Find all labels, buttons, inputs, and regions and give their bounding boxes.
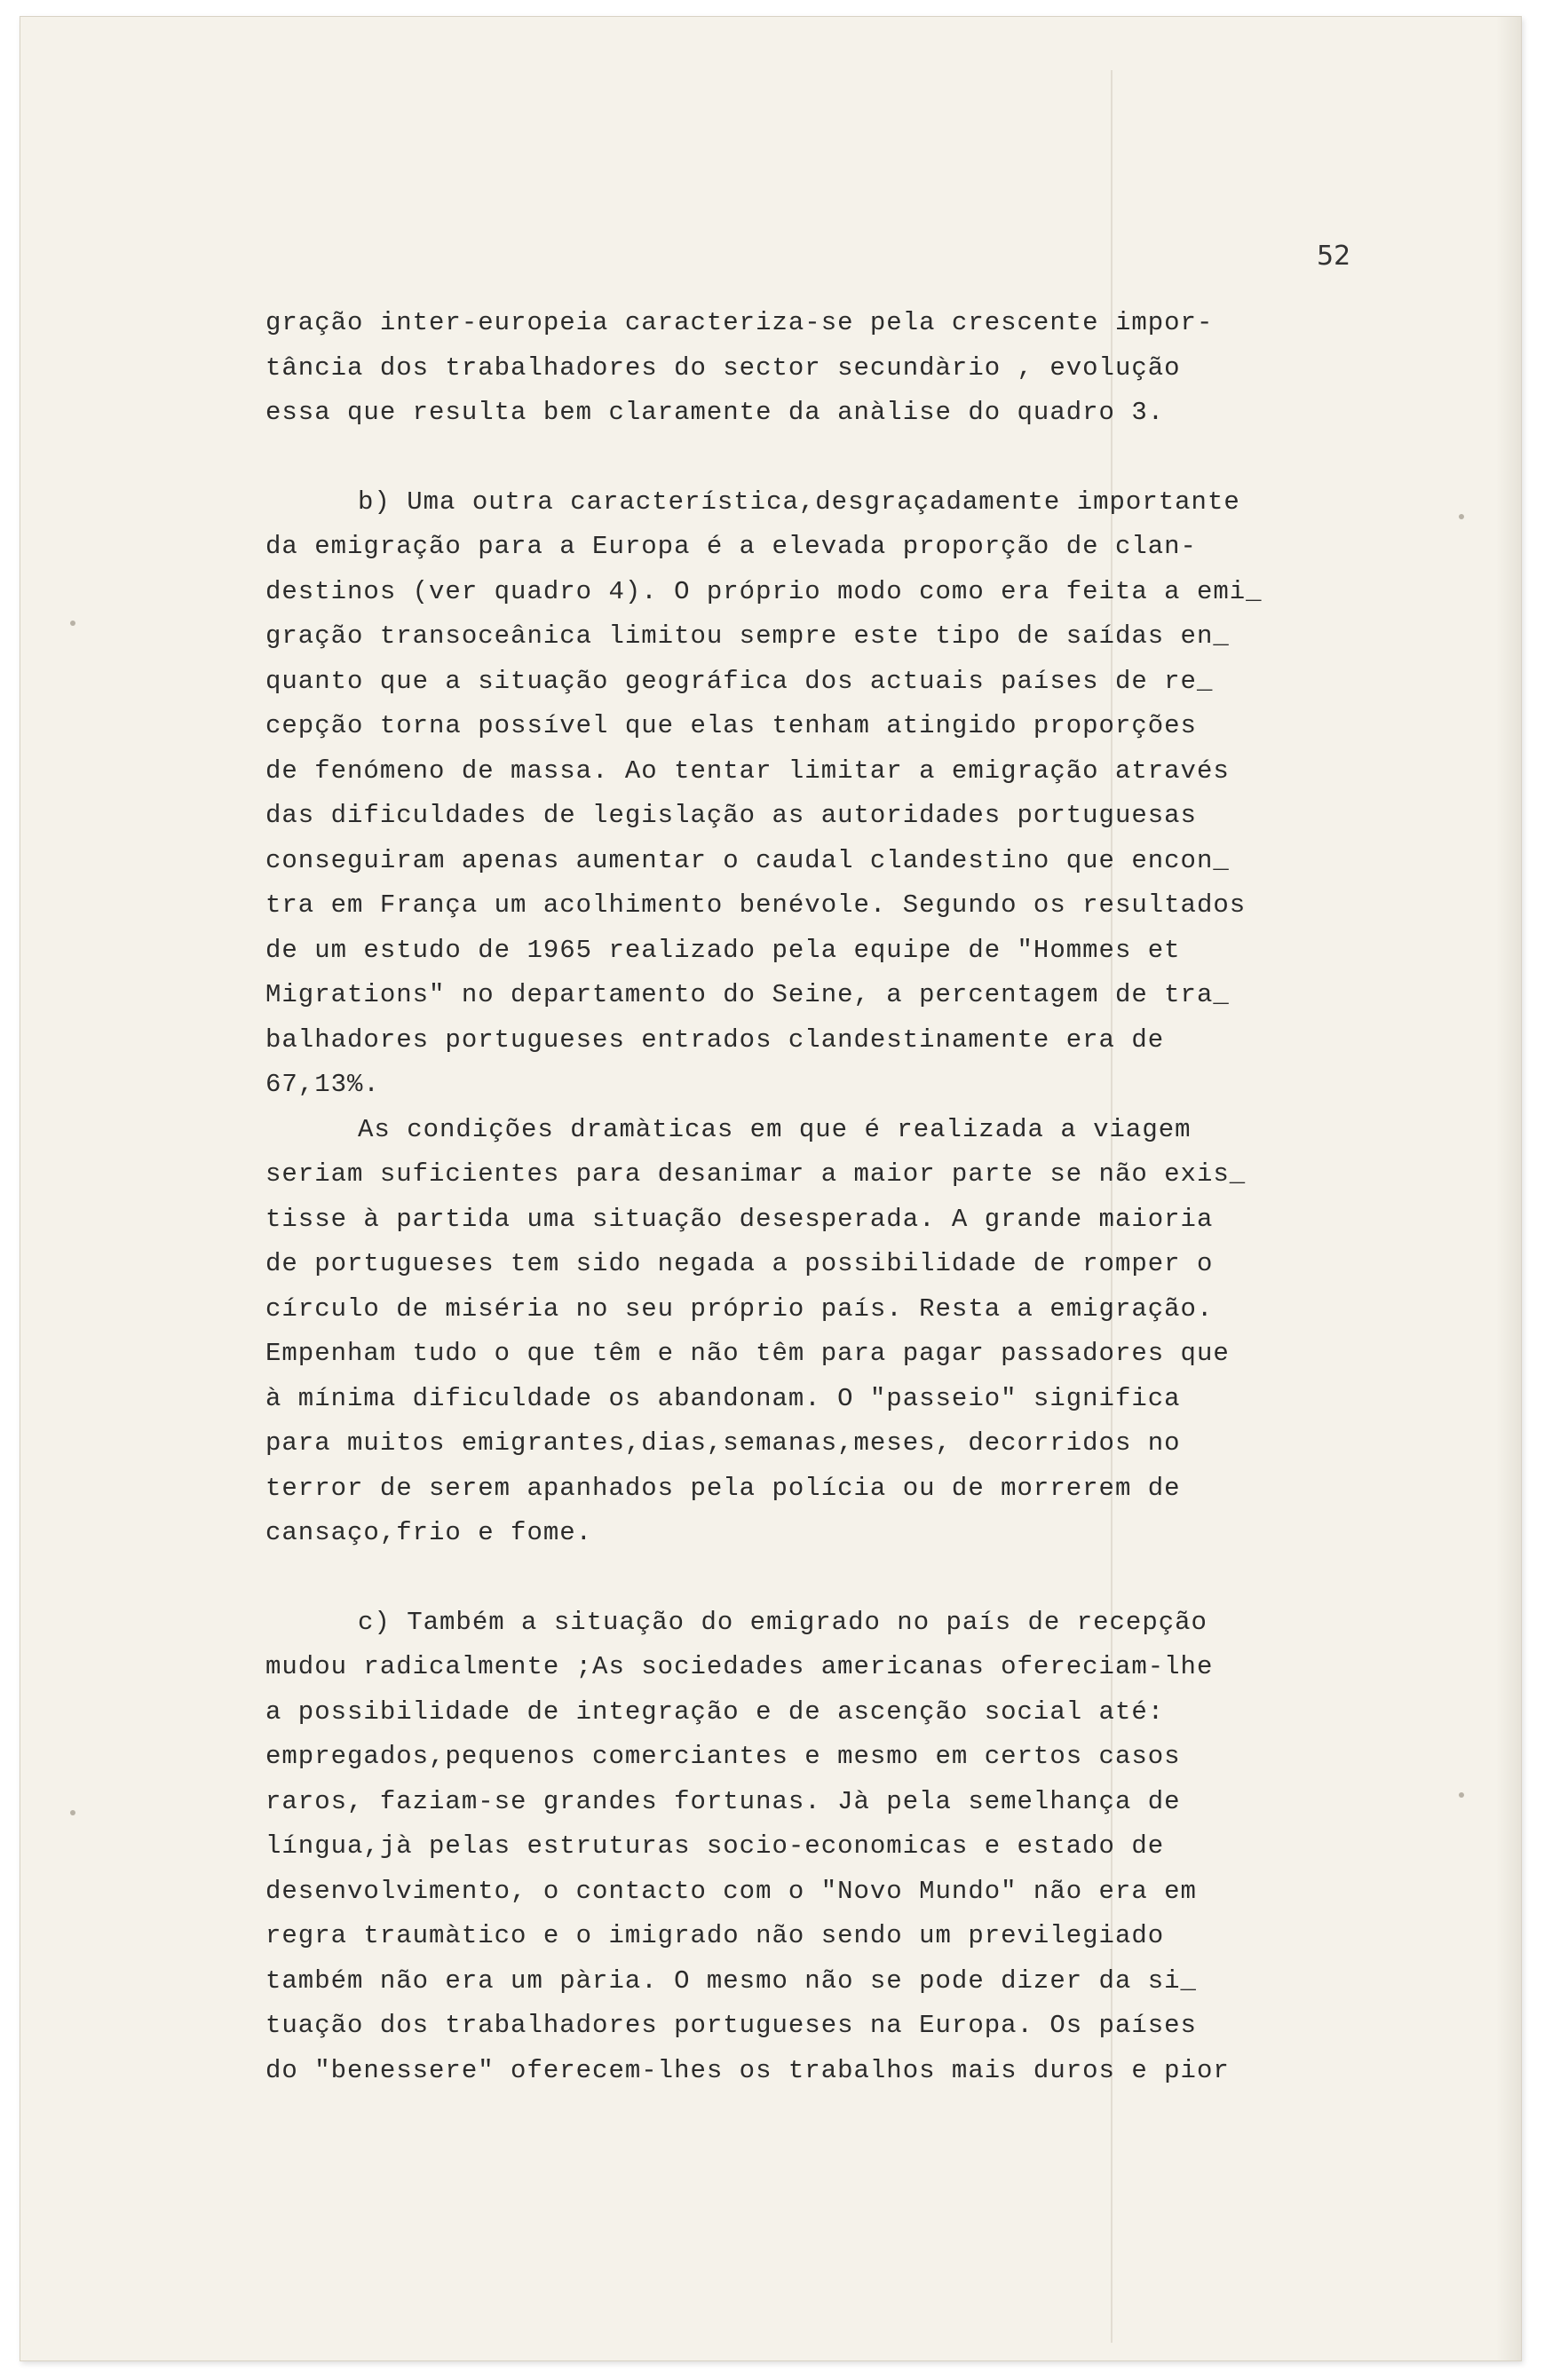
text-line: de portugueses tem sido negada a possibilidade de romper o [265,1249,1214,1278]
body-text [265,301,1366,2093]
text-line: também não era um pària. O mesmo não se pode dizer da si_ [265,1965,1197,1996]
text-line: destinos (ver quadro 4). O próprio modo como era feita a emi_ [265,576,1263,606]
paper-speck [70,621,75,626]
text-line: gração inter-europeia caracteriza-se pela crescente impor- [265,308,1214,337]
text-line: à mínima dificuldade os abandonam. O "passeio" significa [265,1383,1181,1413]
text-line: círculo de miséria no seu próprio país. Resta a emigração. [265,1293,1214,1324]
paper-speck [1459,1792,1464,1798]
text-line: 67,13%. [265,1070,380,1099]
text-line: quanto que a situação geográfica dos actuais países de re_ [265,666,1214,696]
paper-speck [70,1810,75,1815]
paper-speck [1459,514,1464,519]
text-line: seriam suficientes para desanimar a maior parte se não exis_ [265,1159,1247,1189]
text-line: Migrations" no departamento do Seine, a percentagem de tra_ [265,980,1230,1009]
text-line: para muitos emigrantes,dias,semanas,meses, decorridos no [265,1428,1181,1458]
text-line: mudou radicalmente ;As sociedades americanas ofereciam-lhe [265,1652,1214,1681]
text-line: tuação dos trabalhadores portugueses na Europa. Os países [265,2011,1197,2040]
text-line: As condições dramàticas em que é realizada a viagem [358,1114,1192,1144]
text-line: balhadores portugueses entrados clandestinamente era de [265,1024,1165,1055]
page-number: 52 [1317,241,1351,272]
text-line: regra traumàtico e o imigrado não sendo um previlegiado [265,1921,1165,1950]
text-line: essa que resulta bem claramente da anàlise do quadro 3. [265,398,1165,427]
text-line: de fenómeno de massa. Ao tentar limitar a emigração através [265,755,1230,786]
paragraph-gap [265,1556,1366,1601]
paragraph-gap [265,436,1366,480]
text-line: do "benessere" oferecem-lhes os trabalhos mais duros e pior [265,2055,1230,2085]
text-line: raros, faziam-se grandes fortunas. Jà pela semelhança de [265,1786,1181,1816]
text-line: terror de serem apanhados pela polícia ou de morrerem de [265,1473,1181,1503]
text-line: conseguiram apenas aumentar o caudal clandestino que encon_ [265,845,1230,875]
text-line: tância dos trabalhadores do sector secundàrio , evolução [265,352,1181,383]
text-line: desenvolvimento, o contacto com o "Novo Mundo" não era em [265,1876,1197,1906]
text-line: tra em França um acolhimento benévole. Segundo os resultados [265,890,1247,920]
document-page [20,16,1522,2361]
text-line: cepção torna possível que elas tenham atingido proporções [265,711,1197,740]
page-edge-shadow [1496,17,1521,2360]
text-line: das dificuldades de legislação as autoridades portuguesas [265,801,1197,830]
text-line: c) Também a situação do emigrado no país de recepção [358,1607,1208,1637]
text-line: da emigração para a Europa é a elevada proporção de clan- [265,532,1197,561]
text-line: tisse à partida uma situação desesperada. A grande maioria [265,1204,1214,1234]
text-line: a possibilidade de integração e de ascenção social até: [265,1696,1165,1727]
text-line: Empenham tudo o que têm e não têm para pagar passadores que [265,1339,1230,1368]
text-line: b) Uma outra característica,desgraçadamente importante [358,486,1240,517]
text-line: empregados,pequenos comerciantes e mesmo em certos casos [265,1742,1181,1771]
text-line: gração transoceânica limitou sempre este tipo de saídas en_ [265,621,1230,651]
text-line: de um estudo de 1965 realizado pela equipe de "Hommes et [265,935,1181,965]
text-line: cansaço,frio e fome. [265,1518,593,1547]
text-line: língua,jà pelas estruturas socio-economicas e estado de [265,1831,1165,1861]
